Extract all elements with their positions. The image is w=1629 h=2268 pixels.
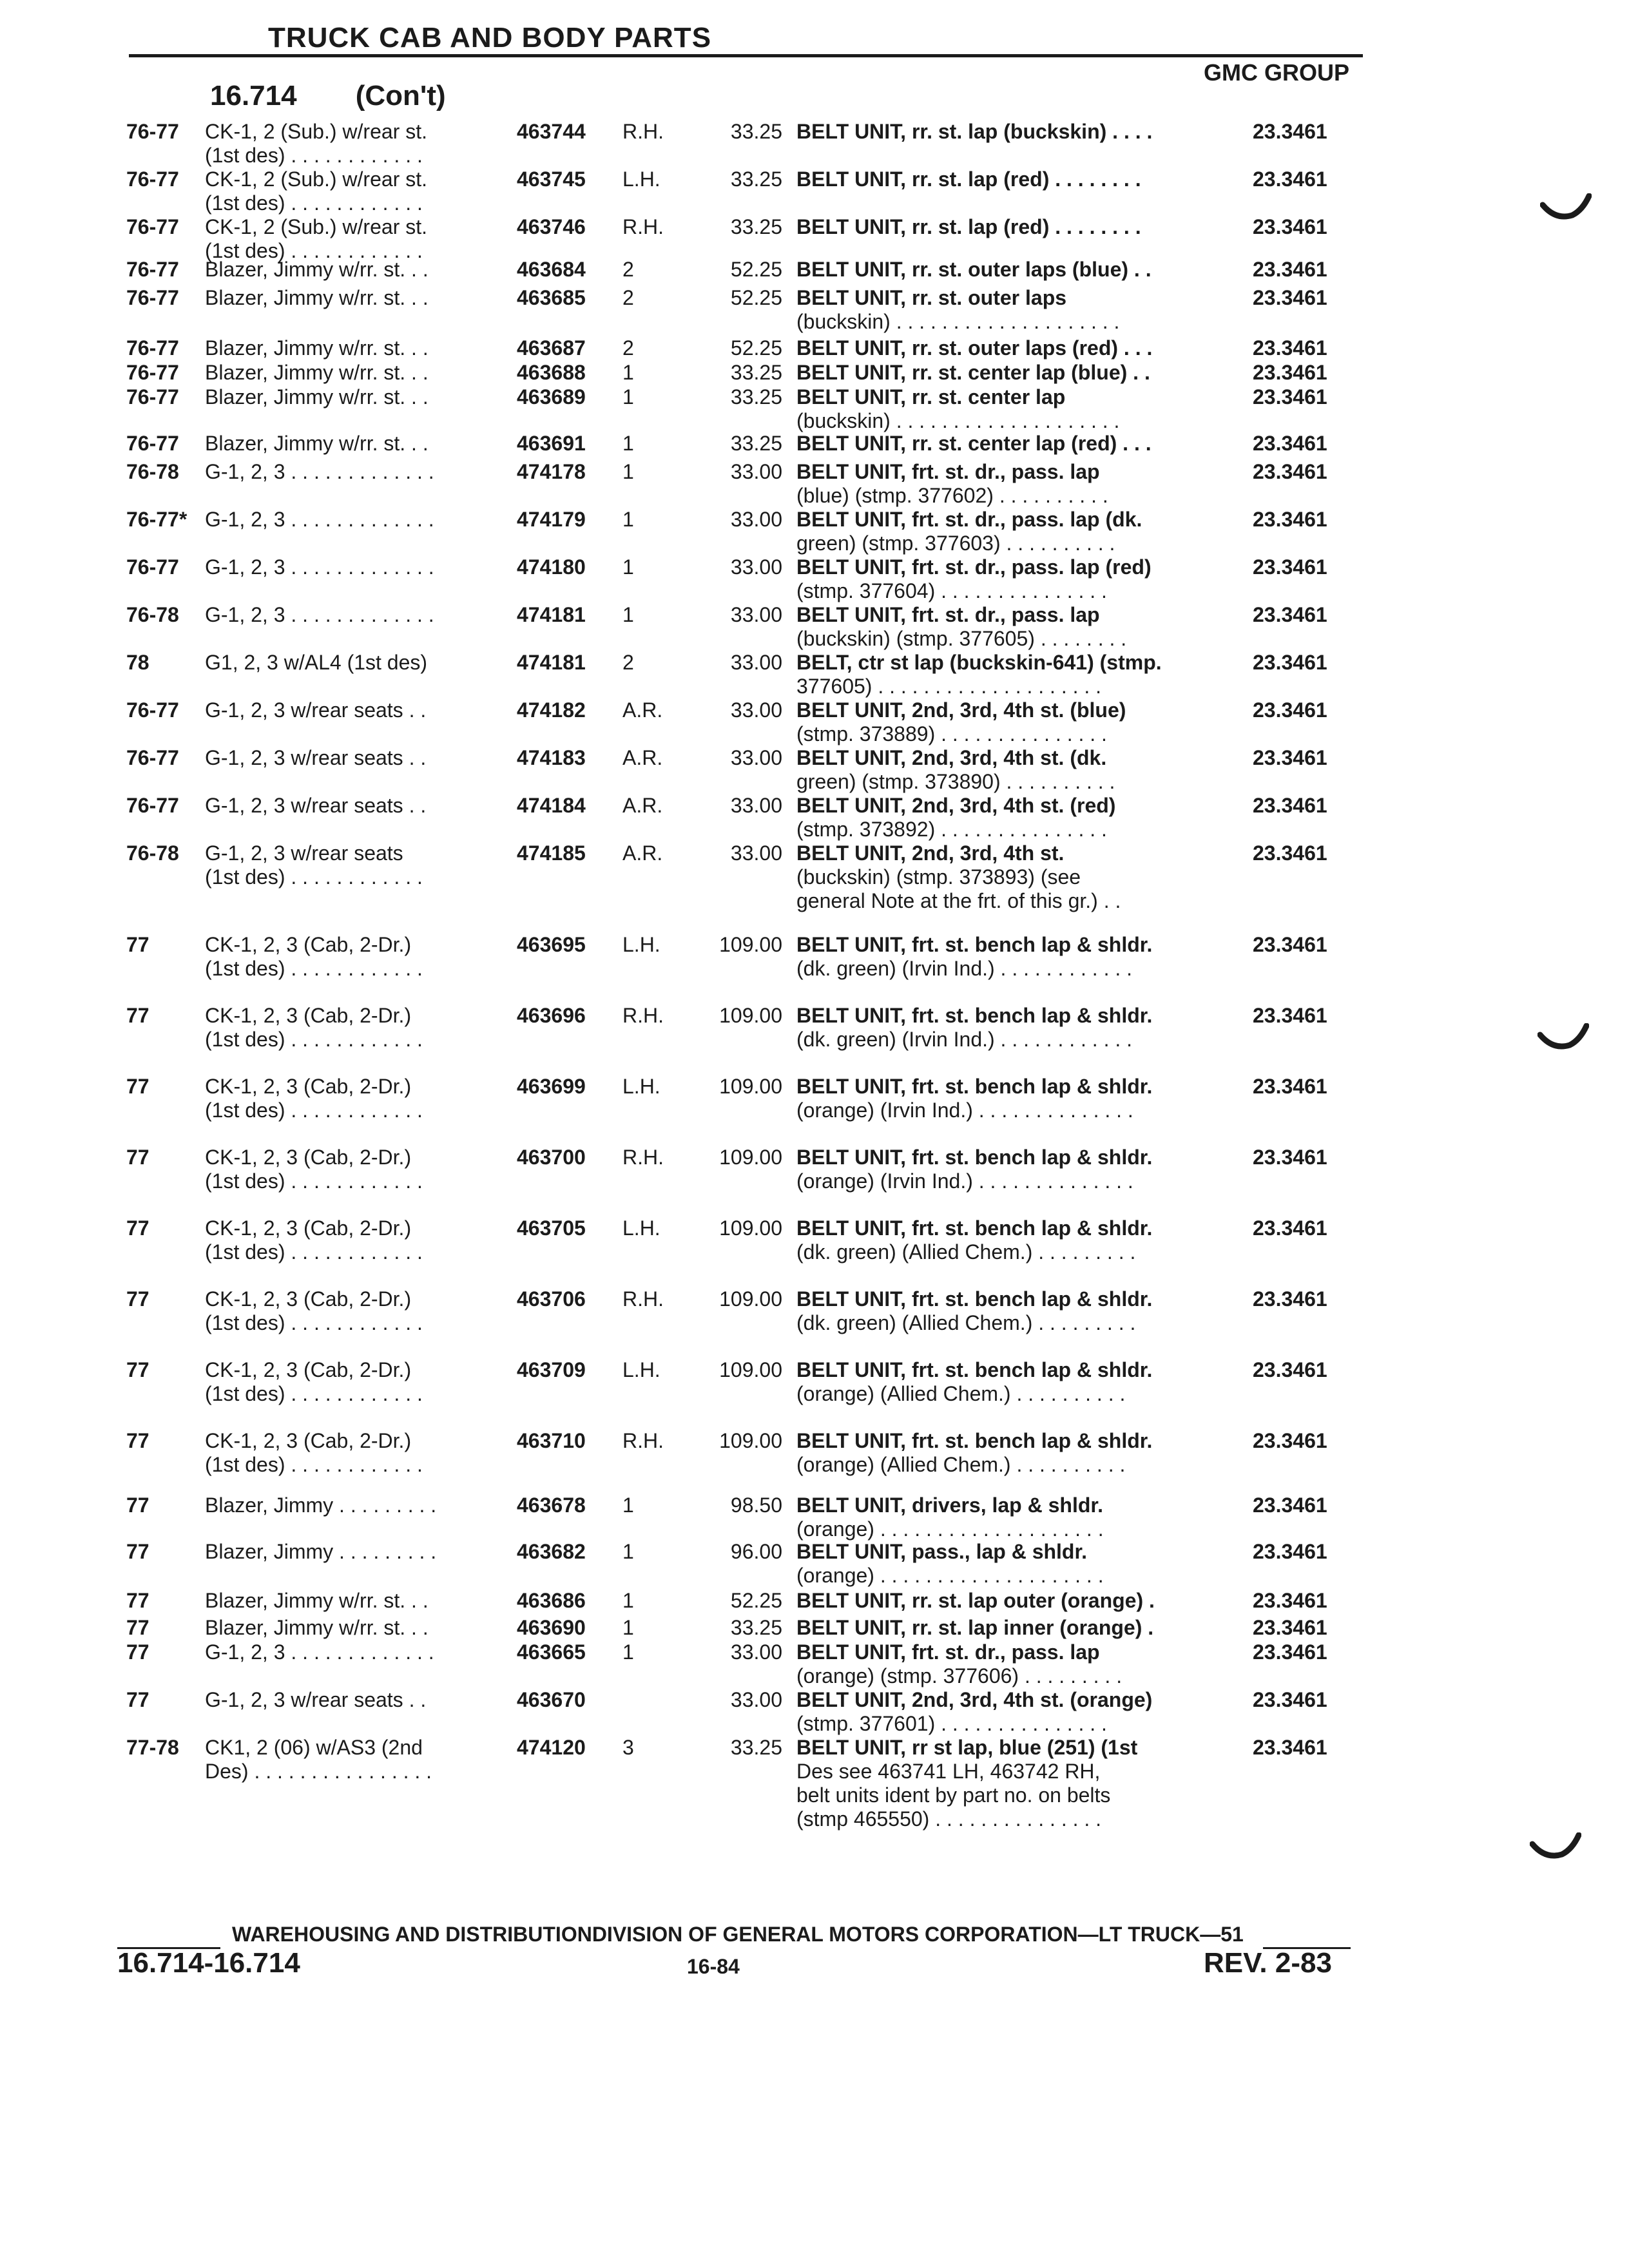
group-number: 23.3461 — [1253, 460, 1327, 483]
description: BELT UNIT, rr. st. center lap (blue) . . — [796, 361, 1150, 384]
group-number: 23.3461 — [1253, 385, 1327, 408]
group-number: 23.3461 — [1253, 555, 1327, 579]
group-number: 23.3461 — [1253, 1540, 1327, 1563]
model-year: 77 — [126, 1287, 149, 1311]
application: Blazer, Jimmy w/rr. st. . . — [205, 1589, 429, 1612]
price: 33.00 — [730, 555, 782, 579]
price: 33.00 — [730, 508, 782, 531]
price: 33.00 — [730, 603, 782, 626]
quantity: 1 — [622, 1540, 634, 1563]
group-number: 23.3461 — [1253, 933, 1327, 956]
application: Blazer, Jimmy w/rr. st. . . — [205, 1616, 429, 1639]
quantity: 1 — [622, 508, 634, 531]
quantity: 1 — [622, 555, 634, 579]
application: CK-1, 2, 3 (Cab, 2-Dr.) (1st des) . . . . . . . . . . . . — [205, 1216, 423, 1264]
part-number: 463670 — [517, 1688, 586, 1711]
application: CK-1, 2, 3 (Cab, 2-Dr.) (1st des) . . . . . . . . . . . . — [205, 1358, 423, 1405]
part-number: 463685 — [517, 286, 586, 309]
quantity: 1 — [622, 460, 634, 483]
group-number: 23.3461 — [1253, 508, 1327, 531]
part-number: 463746 — [517, 215, 586, 238]
description: BELT UNIT, frt. st. dr., pass. lap (orange) (stmp. 377606) . . . . . . . . . — [796, 1640, 1123, 1687]
description: BELT UNIT, frt. st. bench lap & shldr. (dk. green) (Irvin Ind.) . . . . . . . . . . . . — [796, 933, 1153, 980]
application: G-1, 2, 3 . . . . . . . . . . . . . — [205, 555, 434, 579]
application: G-1, 2, 3 w/rear seats . . — [205, 1688, 427, 1711]
part-number: 474178 — [517, 460, 586, 483]
price: 33.25 — [730, 1736, 782, 1759]
description: BELT UNIT, frt. st. dr., pass. lap (dk. green) (stmp. 377603) . . . . . . . . . . — [796, 508, 1142, 555]
part-number: 463690 — [517, 1616, 586, 1639]
description: BELT UNIT, rr. st. lap (red) . . . . . . . . — [796, 168, 1141, 191]
description: BELT UNIT, drivers, lap & shldr. (orange) . . . . . . . . . . . . . . . . . . . . — [796, 1494, 1104, 1541]
group-number: 23.3461 — [1253, 1216, 1327, 1240]
description: BELT UNIT, frt. st. bench lap & shldr. (dk. green) (Irvin Ind.) . . . . . . . . . . . . — [796, 1004, 1153, 1051]
part-number: 474180 — [517, 555, 586, 579]
group-number: 23.3461 — [1253, 1494, 1327, 1517]
quantity: 1 — [622, 1616, 634, 1639]
application: Blazer, Jimmy w/rr. st. . . — [205, 258, 429, 281]
description: BELT UNIT, rr. st. outer laps (red) . . . — [796, 336, 1153, 360]
price: 33.00 — [730, 841, 782, 865]
application: G-1, 2, 3 w/rear seats . . — [205, 698, 427, 722]
part-number: 463706 — [517, 1287, 586, 1311]
quantity: 2 — [622, 286, 634, 309]
model-year: 76-77 — [126, 432, 179, 455]
application: Blazer, Jimmy . . . . . . . . . — [205, 1540, 437, 1563]
quantity: 2 — [622, 336, 634, 360]
quantity: 3 — [622, 1736, 634, 1759]
description: BELT UNIT, frt. st. dr., pass. lap (buckskin) (stmp. 377605) . . . . . . . . — [796, 603, 1127, 650]
group-number: 23.3461 — [1253, 258, 1327, 281]
quantity: 1 — [622, 361, 634, 384]
model-year: 76-77 — [126, 168, 179, 191]
model-year: 77 — [126, 1358, 149, 1381]
price: 109.00 — [719, 1146, 782, 1169]
price: 109.00 — [719, 1216, 782, 1240]
application: CK-1, 2, 3 (Cab, 2-Dr.) (1st des) . . . . . . . . . . . . — [205, 1287, 423, 1334]
application: CK-1, 2 (Sub.) w/rear st. (1st des) . . . . . . . . . . . . — [205, 215, 427, 262]
description: BELT, ctr st lap (buckskin-641) (stmp. 377605) . . . . . . . . . . . . . . . . . . . . — [796, 651, 1162, 698]
description: BELT UNIT, frt. st. bench lap & shldr. (orange) (Allied Chem.) . . . . . . . . . . — [796, 1358, 1153, 1405]
model-year: 76-78 — [126, 603, 179, 626]
application: Blazer, Jimmy . . . . . . . . . — [205, 1494, 437, 1517]
description: BELT UNIT, frt. st. dr., pass. lap (blue) (stmp. 377602) . . . . . . . . . . — [796, 460, 1108, 507]
description: BELT UNIT, 2nd, 3rd, 4th st. (buckskin) (stmp. 373893) (see general Note at the frt. of this gr.) . . — [796, 841, 1121, 912]
model-year: 77 — [126, 1688, 149, 1711]
description: BELT UNIT, frt. st. bench lap & shldr. (orange) (Irvin Ind.) . . . . . . . . . . . . . . — [796, 1075, 1153, 1122]
application: Blazer, Jimmy w/rr. st. . . — [205, 385, 429, 408]
quantity: R.H. — [622, 1146, 664, 1169]
part-number: 463744 — [517, 120, 586, 143]
quantity: R.H. — [622, 1004, 664, 1027]
model-year: 76-78 — [126, 841, 179, 865]
quantity: 1 — [622, 1640, 634, 1664]
part-number: 463684 — [517, 258, 586, 281]
price: 33.25 — [730, 385, 782, 408]
application: CK-1, 2, 3 (Cab, 2-Dr.) (1st des) . . . . . . . . . . . . — [205, 1429, 423, 1476]
group-number: 23.3461 — [1253, 841, 1327, 865]
application: CK1, 2 (06) w/AS3 (2nd Des) . . . . . . . . . . . . . . . . — [205, 1736, 432, 1783]
part-number: 463695 — [517, 933, 586, 956]
part-number: 463700 — [517, 1146, 586, 1169]
quantity: A.R. — [622, 746, 663, 769]
part-number: 463705 — [517, 1216, 586, 1240]
group-number: 23.3461 — [1253, 120, 1327, 143]
group-number: 23.3461 — [1253, 1358, 1327, 1381]
price: 33.00 — [730, 1688, 782, 1711]
quantity: A.R. — [622, 794, 663, 817]
model-year: 76-77 — [126, 286, 179, 309]
price: 52.25 — [730, 336, 782, 360]
description: BELT UNIT, 2nd, 3rd, 4th st. (dk. green) (stmp. 373890) . . . . . . . . . . — [796, 746, 1115, 793]
quantity: 1 — [622, 1589, 634, 1612]
part-number: 474184 — [517, 794, 586, 817]
model-year: 77 — [126, 1216, 149, 1240]
application: G1, 2, 3 w/AL4 (1st des) — [205, 651, 428, 674]
price: 109.00 — [719, 933, 782, 956]
description: BELT UNIT, frt. st. bench lap & shldr. (orange) (Irvin Ind.) . . . . . . . . . . . . . . — [796, 1146, 1153, 1193]
group-number: 23.3461 — [1253, 1640, 1327, 1664]
part-number: 474120 — [517, 1736, 586, 1759]
application: G-1, 2, 3 w/rear seats (1st des) . . . . . . . . . . . . — [205, 841, 423, 889]
part-number: 463696 — [517, 1004, 586, 1027]
application: CK-1, 2 (Sub.) w/rear st. (1st des) . . . . . . . . . . . . — [205, 168, 427, 215]
page-title: TRUCK CAB AND BODY PARTS — [267, 22, 712, 53]
quantity: L.H. — [622, 168, 660, 191]
group-number: 23.3461 — [1253, 1075, 1327, 1098]
footer-page-number: 16-84 — [687, 1955, 740, 1978]
model-year: 76-77* — [126, 508, 188, 531]
price: 33.25 — [730, 215, 782, 238]
price: 96.00 — [730, 1540, 782, 1563]
application: Blazer, Jimmy w/rr. st. . . — [205, 361, 429, 384]
section-suffix: (Con't) — [355, 80, 446, 111]
model-year: 76-77 — [126, 215, 179, 238]
group-number: 23.3461 — [1253, 651, 1327, 674]
description: BELT UNIT, rr. st. outer laps (buckskin) . . . . . . . . . . . . . . . . . . . . — [796, 286, 1120, 333]
price: 33.00 — [730, 460, 782, 483]
group-number: 23.3461 — [1253, 746, 1327, 769]
part-number: 463710 — [517, 1429, 586, 1452]
description: BELT UNIT, 2nd, 3rd, 4th st. (red) (stmp. 373892) . . . . . . . . . . . . . . . — [796, 794, 1116, 841]
application: CK-1, 2, 3 (Cab, 2-Dr.) (1st des) . . . . . . . . . . . . — [205, 1146, 423, 1193]
model-year: 76-77 — [126, 555, 179, 579]
description: BELT UNIT, pass., lap & shldr. (orange) . . . . . . . . . . . . . . . . . . . . — [796, 1540, 1104, 1587]
section-number: 16.714 — [210, 80, 297, 111]
application: G-1, 2, 3 . . . . . . . . . . . . . — [205, 1640, 434, 1664]
footer-publisher: WAREHOUSING AND DISTRIBUTIONDIVISION OF GENERAL MOTORS CORPORATION—LT TRUCK—51 — [232, 1923, 1244, 1946]
quantity: R.H. — [622, 120, 664, 143]
application: G-1, 2, 3 . . . . . . . . . . . . . — [205, 460, 434, 483]
title-rule — [129, 54, 1363, 57]
description: BELT UNIT, rr. st. center lap (red) . . . — [796, 432, 1152, 455]
description: BELT UNIT, frt. st. bench lap & shldr. (orange) (Allied Chem.) . . . . . . . . . . — [796, 1429, 1153, 1476]
application: G-1, 2, 3 . . . . . . . . . . . . . — [205, 508, 434, 531]
application: G-1, 2, 3 w/rear seats . . — [205, 746, 427, 769]
application: CK-1, 2, 3 (Cab, 2-Dr.) (1st des) . . . . . . . . . . . . — [205, 1075, 423, 1122]
part-number: 474181 — [517, 603, 586, 626]
model-year: 76-77 — [126, 336, 179, 360]
check-mark-icon — [1537, 1023, 1589, 1055]
group-number: 23.3461 — [1253, 168, 1327, 191]
group-number: 23.3461 — [1253, 432, 1327, 455]
description: BELT UNIT, 2nd, 3rd, 4th st. (blue) (stmp. 373889) . . . . . . . . . . . . . . . — [796, 698, 1126, 745]
model-year: 76-77 — [126, 258, 179, 281]
group-number: 23.3461 — [1253, 1736, 1327, 1759]
check-mark-icon — [1530, 1832, 1581, 1865]
section-heading — [210, 80, 446, 112]
part-number: 474179 — [517, 508, 586, 531]
model-year: 77 — [126, 1004, 149, 1027]
group-number: 23.3461 — [1253, 1589, 1327, 1612]
part-number: 463665 — [517, 1640, 586, 1664]
part-number: 463686 — [517, 1589, 586, 1612]
model-year: 77 — [126, 1075, 149, 1098]
application: Blazer, Jimmy w/rr. st. . . — [205, 432, 429, 455]
group-number: 23.3461 — [1253, 336, 1327, 360]
check-mark-icon — [1540, 193, 1592, 226]
part-number: 463699 — [517, 1075, 586, 1098]
price: 33.25 — [730, 120, 782, 143]
quantity: R.H. — [622, 215, 664, 238]
part-number: 463688 — [517, 361, 586, 384]
quantity: R.H. — [622, 1429, 664, 1452]
model-year: 76-77 — [126, 385, 179, 408]
part-number: 463687 — [517, 336, 586, 360]
quantity: L.H. — [622, 1358, 660, 1381]
price: 109.00 — [719, 1004, 782, 1027]
application: Blazer, Jimmy w/rr. st. . . — [205, 286, 429, 309]
model-year: 77 — [126, 1640, 149, 1664]
quantity: A.R. — [622, 841, 663, 865]
description: BELT UNIT, frt. st. bench lap & shldr. (dk. green) (Allied Chem.) . . . . . . . . . — [796, 1216, 1153, 1264]
group-number: 23.3461 — [1253, 1616, 1327, 1639]
description: BELT UNIT, rr. st. lap (buckskin) . . . . — [796, 120, 1153, 143]
application: CK-1, 2, 3 (Cab, 2-Dr.) (1st des) . . . . . . . . . . . . — [205, 1004, 423, 1051]
quantity: L.H. — [622, 1216, 660, 1240]
quantity: 1 — [622, 385, 634, 408]
price: 109.00 — [719, 1287, 782, 1311]
group-number: 23.3461 — [1253, 794, 1327, 817]
price: 33.25 — [730, 1616, 782, 1639]
description: BELT UNIT, rr. st. lap outer (orange) . — [796, 1589, 1155, 1612]
part-number: 474183 — [517, 746, 586, 769]
model-year: 77 — [126, 1589, 149, 1612]
price: 52.25 — [730, 258, 782, 281]
group-number: 23.3461 — [1253, 698, 1327, 722]
part-number: 463745 — [517, 168, 586, 191]
price: 98.50 — [730, 1494, 782, 1517]
quantity: 2 — [622, 258, 634, 281]
part-number: 463691 — [517, 432, 586, 455]
model-year: 77 — [126, 933, 149, 956]
price: 33.00 — [730, 651, 782, 674]
part-number: 474181 — [517, 651, 586, 674]
group-number: 23.3461 — [1253, 361, 1327, 384]
group-number: 23.3461 — [1253, 286, 1327, 309]
description: BELT UNIT, frt. st. bench lap & shldr. (dk. green) (Allied Chem.) . . . . . . . . . — [796, 1287, 1153, 1334]
description: BELT UNIT, rr st lap, blue (251) (1st Des see 463741 LH, 463742 RH, belt units ident by part no. on belts (stmp 465550) . . . . . . . . . . . . . . . — [796, 1736, 1138, 1831]
model-year: 78 — [126, 651, 149, 674]
part-number: 463709 — [517, 1358, 586, 1381]
quantity: A.R. — [622, 698, 663, 722]
quantity: 2 — [622, 651, 634, 674]
price: 33.00 — [730, 1640, 782, 1664]
price: 109.00 — [719, 1358, 782, 1381]
group-label: GMC GROUP — [1204, 59, 1350, 86]
model-year: 77 — [126, 1494, 149, 1517]
model-year: 77 — [126, 1616, 149, 1639]
price: 52.25 — [730, 286, 782, 309]
group-number: 23.3461 — [1253, 603, 1327, 626]
price: 33.25 — [730, 432, 782, 455]
price: 33.25 — [730, 168, 782, 191]
part-number: 474185 — [517, 841, 586, 865]
quantity: 1 — [622, 1494, 634, 1517]
application: Blazer, Jimmy w/rr. st. . . — [205, 336, 429, 360]
application: G-1, 2, 3 . . . . . . . . . . . . . — [205, 603, 434, 626]
model-year: 76-77 — [126, 361, 179, 384]
quantity: 1 — [622, 432, 634, 455]
price: 33.00 — [730, 794, 782, 817]
group-number: 23.3461 — [1253, 1287, 1327, 1311]
model-year: 77 — [126, 1429, 149, 1452]
model-year: 76-77 — [126, 746, 179, 769]
price: 33.00 — [730, 746, 782, 769]
price: 109.00 — [719, 1075, 782, 1098]
model-year: 76-77 — [126, 120, 179, 143]
footer-section-range: 16.714-16.714 — [117, 1947, 300, 1979]
price: 33.00 — [730, 698, 782, 722]
part-number: 463682 — [517, 1540, 586, 1563]
description: BELT UNIT, frt. st. dr., pass. lap (red) (stmp. 377604) . . . . . . . . . . . . . . . — [796, 555, 1152, 602]
quantity: R.H. — [622, 1287, 664, 1311]
model-year: 77 — [126, 1540, 149, 1563]
description: BELT UNIT, rr. st. lap inner (orange) . — [796, 1616, 1154, 1639]
quantity: 1 — [622, 603, 634, 626]
model-year: 76-77 — [126, 698, 179, 722]
application: CK-1, 2, 3 (Cab, 2-Dr.) (1st des) . . . . . . . . . . . . — [205, 933, 423, 980]
model-year: 77-78 — [126, 1736, 179, 1759]
application: CK-1, 2 (Sub.) w/rear st. (1st des) . . . . . . . . . . . . — [205, 120, 427, 167]
price: 33.25 — [730, 361, 782, 384]
group-number: 23.3461 — [1253, 1146, 1327, 1169]
quantity: L.H. — [622, 933, 660, 956]
price: 52.25 — [730, 1589, 782, 1612]
part-number: 463678 — [517, 1494, 586, 1517]
model-year: 76-77 — [126, 794, 179, 817]
group-number: 23.3461 — [1253, 1688, 1327, 1711]
quantity: L.H. — [622, 1075, 660, 1098]
part-number: 474182 — [517, 698, 586, 722]
model-year: 77 — [126, 1146, 149, 1169]
description: BELT UNIT, 2nd, 3rd, 4th st. (orange) (stmp. 377601) . . . . . . . . . . . . . . . — [796, 1688, 1153, 1735]
application: G-1, 2, 3 w/rear seats . . — [205, 794, 427, 817]
price: 109.00 — [719, 1429, 782, 1452]
model-year: 76-78 — [126, 460, 179, 483]
description: BELT UNIT, rr. st. outer laps (blue) . . — [796, 258, 1152, 281]
description: BELT UNIT, rr. st. lap (red) . . . . . . . . — [796, 215, 1141, 238]
footer-revision: REV. 2-83 — [1204, 1947, 1332, 1979]
group-number: 23.3461 — [1253, 215, 1327, 238]
group-number: 23.3461 — [1253, 1004, 1327, 1027]
group-number: 23.3461 — [1253, 1429, 1327, 1452]
part-number: 463689 — [517, 385, 586, 408]
description: BELT UNIT, rr. st. center lap (buckskin) . . . . . . . . . . . . . . . . . . . . — [796, 385, 1120, 432]
